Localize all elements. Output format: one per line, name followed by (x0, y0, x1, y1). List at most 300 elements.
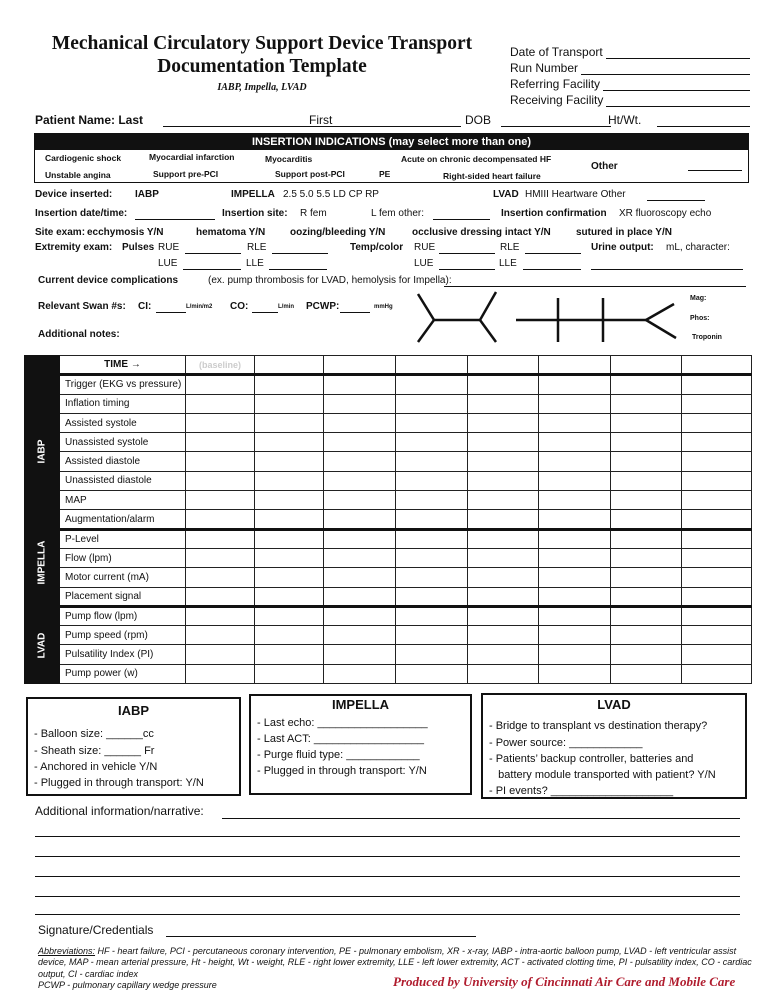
parameter-value-cell[interactable] (255, 568, 324, 587)
section-label-text: LVAD (36, 632, 48, 659)
parameter-value-cell[interactable] (324, 606, 396, 625)
parameter-value-cell[interactable] (396, 529, 468, 548)
parameter-label: Unassisted diastole (60, 471, 186, 490)
parameter-value-cell[interactable] (682, 375, 752, 394)
insertion-indications-header: INSERTION INDICATIONS (may select more than one) (35, 134, 748, 150)
impella-model-options[interactable]: 2.5 5.0 5.5 LD CP RP (283, 189, 379, 200)
parameter-value-cell[interactable] (255, 645, 324, 664)
first-name-label: First (309, 113, 333, 127)
parameter-value-cell[interactable] (396, 587, 468, 606)
parameter-value-cell[interactable] (186, 491, 255, 510)
lvad-other-field[interactable] (647, 200, 705, 201)
parameter-label: Placement signal (60, 587, 186, 606)
receiving-facility-field[interactable] (510, 92, 750, 107)
parameter-value-cell[interactable] (396, 510, 468, 529)
pulses-lle-label: LLE (246, 258, 264, 269)
table-row (25, 491, 752, 510)
ci-field[interactable] (156, 312, 186, 313)
table-row (25, 529, 752, 548)
parameter-value-cell[interactable] (468, 375, 539, 394)
parameter-value-cell[interactable] (255, 626, 324, 645)
anchored-field[interactable]: - Anchored in vehicle Y/N (34, 761, 158, 773)
pcwp-unit: mmHg (374, 304, 393, 310)
page-subtitle: IABP, Impella, LVAD (217, 82, 307, 93)
section-label-blank (25, 356, 60, 375)
table-row (25, 626, 752, 645)
insertion-site-other-field[interactable] (433, 219, 490, 220)
temp-rle-label: RLE (500, 242, 520, 253)
fishbone-right-fork (480, 292, 496, 342)
parameter-value-cell[interactable] (468, 394, 539, 413)
parameter-value-cell[interactable] (396, 452, 468, 471)
insertion-datetime-field[interactable] (135, 219, 215, 220)
ecchymosis-option[interactable]: ecchymosis Y/N (87, 227, 164, 238)
field-label: Referring Facility (510, 77, 601, 91)
time-cell[interactable] (324, 356, 396, 375)
parameter-value-cell[interactable] (539, 510, 611, 529)
parameter-value-cell[interactable] (255, 491, 324, 510)
indication-other-label: Other (591, 161, 618, 172)
electrolyte-fork-down (646, 320, 676, 338)
balloon-size-field[interactable]: - Balloon size: ______cc (34, 728, 154, 740)
parameter-value-cell[interactable] (468, 510, 539, 529)
table-row (25, 433, 752, 452)
parameter-value-cell[interactable] (396, 491, 468, 510)
impella-plugged-field[interactable]: - Plugged in through transport: Y/N (257, 765, 427, 777)
device-impella-option[interactable]: IMPELLA (231, 189, 275, 200)
table-row (25, 606, 752, 625)
insertion-confirmation-options[interactable]: XR fluoroscopy echo (619, 208, 712, 219)
site-exam-row (35, 227, 750, 241)
parameter-label: P-Level (60, 529, 186, 548)
table-row (25, 548, 752, 567)
parameter-value-cell[interactable] (468, 548, 539, 567)
lvad-model-options[interactable]: HMIII Heartware Other (525, 189, 626, 200)
parameter-value-cell[interactable] (468, 626, 539, 645)
device-inserted-label: Device inserted: (35, 189, 113, 200)
parameter-value-cell[interactable] (611, 664, 682, 683)
field-label: Run Number (510, 61, 579, 75)
insertion-site-rfem[interactable]: R fem (300, 208, 327, 219)
indication-checkbox[interactable]: Cardiogenic shock (45, 153, 122, 163)
lab-mag-label: Mag: (690, 295, 707, 302)
parameter-value-cell[interactable] (324, 587, 396, 606)
complications-row (38, 275, 750, 289)
parameter-value-cell[interactable] (682, 394, 752, 413)
run-number-field[interactable] (510, 60, 750, 75)
parameter-value-cell[interactable] (396, 413, 468, 432)
parameter-value-cell[interactable] (611, 433, 682, 452)
last-echo-field[interactable]: - Last echo: __________________ (257, 717, 428, 729)
date-of-transport-field[interactable] (510, 44, 750, 59)
indication-checkbox[interactable]: Support post-PCI (275, 169, 345, 179)
signature-label: Signature/Credentials (38, 923, 154, 937)
co-field[interactable] (252, 312, 278, 313)
insertion-row (35, 208, 750, 222)
page-title (22, 32, 502, 78)
parameter-value-cell[interactable] (682, 413, 752, 432)
parameter-value-cell[interactable] (324, 413, 396, 432)
indication-checkbox[interactable]: Support pre-PCI (153, 169, 219, 179)
hematoma-option[interactable]: hematoma Y/N (196, 227, 266, 238)
parameter-value-cell[interactable] (539, 645, 611, 664)
time-label: TIME → (60, 356, 186, 375)
narrative-line[interactable] (222, 818, 740, 819)
temp-rue-label: RUE (414, 242, 436, 253)
parameter-value-cell[interactable] (255, 452, 324, 471)
extremity-exam-label: Extremity exam: (35, 242, 113, 253)
narrative-line[interactable] (35, 914, 740, 915)
insertion-confirmation-label: Insertion confirmation (501, 208, 607, 219)
parameter-value-cell[interactable] (539, 491, 611, 510)
time-cell[interactable] (396, 356, 468, 375)
pcwp-field[interactable] (340, 312, 370, 313)
complications-label: Current device complications (38, 275, 179, 286)
indication-other-field[interactable] (688, 170, 742, 171)
swan-row (38, 301, 398, 315)
parameter-value-cell[interactable] (539, 375, 611, 394)
parameter-value-cell[interactable] (396, 626, 468, 645)
parameter-value-cell[interactable] (611, 645, 682, 664)
indication-checkbox[interactable]: Myocarditis (265, 154, 313, 164)
pulses-rle-label: RLE (247, 242, 267, 253)
parameter-value-cell[interactable] (468, 471, 539, 490)
parameter-value-cell[interactable] (255, 471, 324, 490)
backup-controller-field-cont[interactable]: battery module transported with patient? Y/N (489, 769, 716, 781)
narrative-line[interactable] (35, 856, 740, 857)
additional-notes-label: Additional notes: (38, 329, 120, 340)
parameter-value-cell[interactable] (682, 626, 752, 645)
parameter-value-cell[interactable] (255, 606, 324, 625)
oozing-option[interactable]: oozing/bleeding Y/N (290, 227, 386, 238)
temp-rle-field[interactable] (525, 253, 581, 254)
pulses-lue-field[interactable] (183, 269, 241, 270)
referring-facility-field[interactable] (510, 76, 750, 91)
parameter-value-cell[interactable] (324, 433, 396, 452)
parameter-value-cell[interactable] (468, 452, 539, 471)
parameter-value-cell[interactable] (468, 606, 539, 625)
parameter-label: Inflation timing (60, 394, 186, 413)
parameter-value-cell[interactable] (611, 452, 682, 471)
parameter-value-cell[interactable] (396, 645, 468, 664)
complications-field[interactable] (444, 286, 746, 287)
narrative-line[interactable] (35, 836, 740, 837)
parameter-value-cell[interactable] (186, 375, 255, 394)
first-name-field[interactable] (341, 126, 461, 127)
indication-checkbox[interactable]: Myocardial infarction (149, 152, 235, 162)
purge-fluid-field[interactable]: - Purge fluid type: ____________ (257, 749, 420, 761)
parameter-value-cell[interactable] (324, 452, 396, 471)
impella-summary-box (249, 694, 472, 795)
parameter-value-cell[interactable] (682, 606, 752, 625)
time-cell[interactable] (611, 356, 682, 375)
abbreviations-line2: PCWP - pulmonary capillary wedge pressure (38, 980, 217, 991)
parameter-value-cell[interactable] (186, 471, 255, 490)
parameter-value-cell[interactable] (186, 664, 255, 683)
parameter-value-cell[interactable] (611, 626, 682, 645)
parameter-value-cell[interactable] (682, 664, 752, 683)
parameter-value-cell[interactable] (611, 548, 682, 567)
produced-by-credit: Produced by University of Cincinnati Air Care and Mobile Care (393, 974, 736, 989)
sutured-option[interactable]: sutured in place Y/N (576, 227, 672, 238)
abbreviations-text: HF - heart failure, PCI - percutaneous coronary intervention, PE - pulmonary embolism, XR - x-ray, IABP - intra-aortic balloon pump, LVAD - left ventricular assist device, MAP - mean arterial pressure, Ht - height, Wt - weight, RLE - right lower extremity, LLE - left lower extremity, ACT - activated clotting time, PI - pulsatility index, CO - cardiac output, CI - cardiac index (38, 946, 752, 979)
parameter-value-cell[interactable] (539, 413, 611, 432)
parameter-value-cell[interactable] (324, 491, 396, 510)
section-label-text: IMPELLA (36, 540, 48, 585)
site-exam-label: Site exam: (35, 227, 86, 238)
parameter-label: Flow (lpm) (60, 548, 186, 567)
parameter-value-cell[interactable] (186, 433, 255, 452)
ci-unit: L/min/m2 (186, 304, 213, 310)
parameter-value-cell[interactable] (324, 510, 396, 529)
urine-output-field[interactable] (591, 269, 743, 270)
parameter-value-cell[interactable] (682, 645, 752, 664)
parameter-value-cell[interactable] (468, 568, 539, 587)
patient-name-label: Patient Name: Last (35, 113, 144, 127)
parameter-value-cell[interactable] (539, 548, 611, 567)
time-cell[interactable] (468, 356, 539, 375)
parameter-value-cell[interactable] (468, 587, 539, 606)
parameter-value-cell[interactable] (682, 491, 752, 510)
parameter-value-cell[interactable] (186, 645, 255, 664)
parameter-value-cell[interactable] (186, 510, 255, 529)
lvad-summary-box (481, 693, 747, 799)
parameter-value-cell[interactable] (396, 548, 468, 567)
ht-wt-field[interactable] (657, 126, 750, 127)
parameter-value-cell[interactable] (539, 626, 611, 645)
section-label-lvad (25, 606, 60, 683)
parameter-value-cell[interactable] (186, 606, 255, 625)
parameter-value-cell[interactable] (682, 452, 752, 471)
complications-hint: (ex. pump thrombosis for LVAD, hemolysis for Impella): (208, 275, 452, 286)
parameter-value-cell[interactable] (539, 452, 611, 471)
indication-checkbox[interactable]: Right-sided heart failure (443, 171, 541, 181)
insertion-datetime-label: Insertion date/time: (35, 208, 128, 219)
parameter-value-cell[interactable] (255, 587, 324, 606)
indication-checkbox[interactable]: Unstable angina (45, 170, 111, 180)
pulses-rue-field[interactable] (185, 253, 241, 254)
device-lvad-option[interactable]: LVAD (493, 189, 519, 200)
parameter-label: Trigger (EKG vs pressure) (60, 375, 186, 394)
parameter-value-cell[interactable] (539, 394, 611, 413)
section-label-impella (25, 529, 60, 606)
temp-color-label: Temp/color (350, 242, 404, 253)
parameter-value-cell[interactable] (468, 529, 539, 548)
parameter-label: Pulsatility Index (PI) (60, 645, 186, 664)
parameter-value-cell[interactable] (611, 394, 682, 413)
parameter-value-cell[interactable] (468, 433, 539, 452)
parameter-value-cell[interactable] (324, 375, 396, 394)
parameter-value-cell[interactable] (539, 471, 611, 490)
parameter-value-cell[interactable] (611, 606, 682, 625)
parameter-label: Pump speed (rpm) (60, 626, 186, 645)
parameter-value-cell[interactable] (255, 433, 324, 452)
power-source-field[interactable]: - Power source: ____________ (489, 737, 643, 749)
sheath-size-field[interactable]: - Sheath size: ______ Fr (34, 745, 155, 757)
parameter-value-cell[interactable] (611, 491, 682, 510)
parameter-value-cell[interactable] (186, 394, 255, 413)
parameter-value-cell[interactable] (468, 645, 539, 664)
co-label: CO: (230, 301, 249, 312)
insertion-site-lfem[interactable]: L fem other: (371, 208, 424, 219)
patient-name-row (35, 111, 750, 127)
parameter-value-cell[interactable] (611, 375, 682, 394)
insertion-site-label: Insertion site: (222, 208, 288, 219)
fishbone-left-fork (418, 294, 434, 342)
parameter-value-cell[interactable] (682, 510, 752, 529)
baseline-time-cell[interactable]: (baseline) (186, 356, 255, 375)
parameter-value-cell[interactable] (396, 471, 468, 490)
parameter-value-cell[interactable] (468, 491, 539, 510)
parameter-label: Pump flow (lpm) (60, 606, 186, 625)
parameter-value-cell[interactable] (186, 529, 255, 548)
parameter-value-cell[interactable] (539, 664, 611, 683)
parameter-value-cell[interactable] (611, 587, 682, 606)
parameter-value-cell[interactable] (255, 375, 324, 394)
parameter-value-cell[interactable] (611, 471, 682, 490)
parameter-value-cell[interactable] (255, 510, 324, 529)
ci-label: CI: (138, 301, 152, 312)
parameter-value-cell[interactable] (324, 471, 396, 490)
parameter-value-cell[interactable] (611, 529, 682, 548)
co-unit: L/min (278, 304, 294, 310)
parameter-value-cell[interactable] (396, 568, 468, 587)
temp-rue-field[interactable] (439, 253, 495, 254)
ht-wt-label: Ht/Wt. (608, 113, 642, 127)
parameter-value-cell[interactable] (468, 413, 539, 432)
parameter-value-cell[interactable] (186, 626, 255, 645)
parameter-value-cell[interactable] (255, 664, 324, 683)
section-label-text: IABP (36, 440, 48, 464)
parameter-value-cell[interactable] (186, 452, 255, 471)
narrative-line[interactable] (35, 876, 740, 877)
temp-lue-field[interactable] (439, 269, 495, 270)
urine-output-hint: mL, character: (666, 242, 730, 253)
dob-field[interactable] (501, 126, 611, 127)
section-label-iabp (25, 375, 60, 529)
device-inserted-row (35, 189, 750, 203)
parameter-value-cell[interactable] (396, 375, 468, 394)
parameter-label: Unassisted systole (60, 433, 186, 452)
indication-checkbox[interactable]: PE (379, 169, 391, 179)
device-parameters-table (24, 355, 752, 684)
signature-field[interactable] (166, 936, 476, 937)
swan-label: Relevant Swan #s: (38, 301, 126, 312)
lab-troponin-label: Troponin (692, 334, 722, 341)
parameter-label: Motor current (mA) (60, 568, 186, 587)
pulses-label: Pulses (122, 242, 155, 253)
parameter-value-cell[interactable] (396, 664, 468, 683)
iabp-box-title: IABP (117, 703, 150, 718)
field-label: Receiving Facility (510, 93, 604, 107)
narrative-line[interactable] (35, 896, 740, 897)
impella-box-title: IMPELLA (331, 697, 390, 712)
device-iabp-option[interactable]: IABP (135, 189, 159, 200)
parameter-value-cell[interactable] (186, 548, 255, 567)
parameter-value-cell[interactable] (255, 529, 324, 548)
insertion-indications-box (34, 133, 749, 183)
iabp-summary-box (26, 697, 241, 796)
table-row (25, 510, 752, 529)
parameter-value-cell[interactable] (539, 606, 611, 625)
pcwp-label: PCWP: (306, 301, 340, 312)
parameter-value-cell[interactable] (255, 394, 324, 413)
parameter-value-cell[interactable] (324, 568, 396, 587)
parameter-value-cell[interactable] (682, 471, 752, 490)
lvad-box-title: LVAD (597, 697, 631, 712)
extremity-exam-row (35, 242, 750, 272)
parameter-value-cell[interactable] (682, 568, 752, 587)
time-cell[interactable] (255, 356, 324, 375)
parameter-value-cell[interactable] (186, 587, 255, 606)
parameter-value-cell[interactable] (539, 433, 611, 452)
time-cell[interactable] (682, 356, 752, 375)
parameter-value-cell[interactable] (468, 664, 539, 683)
parameter-value-cell[interactable] (396, 606, 468, 625)
time-header-row (25, 356, 752, 375)
parameter-value-cell[interactable] (324, 645, 396, 664)
parameter-value-cell[interactable] (682, 433, 752, 452)
parameter-value-cell[interactable] (255, 548, 324, 567)
temp-lle-field[interactable] (523, 269, 581, 270)
parameter-value-cell[interactable] (682, 548, 752, 567)
parameter-value-cell[interactable] (324, 664, 396, 683)
electrolyte-fork-up (646, 304, 674, 320)
bridge-therapy-field[interactable]: - Bridge to transplant vs destination therapy? (489, 720, 708, 732)
abbreviations-label: Abbreviations: (38, 946, 96, 956)
parameter-label: MAP (60, 491, 186, 510)
temp-lle-label: LLE (499, 258, 517, 269)
parameter-value-cell[interactable] (186, 568, 255, 587)
time-cell[interactable] (539, 356, 611, 375)
parameter-value-cell[interactable] (611, 413, 682, 432)
table-row (25, 568, 752, 587)
backup-controller-field[interactable]: - Patients’ backup controller, batteries and (489, 753, 694, 765)
iabp-plugged-field[interactable]: - Plugged in through transport: Y/N (34, 777, 204, 789)
parameter-label: Assisted systole (60, 413, 186, 432)
last-act-field[interactable]: - Last ACT: __________________ (257, 733, 424, 745)
parameter-value-cell[interactable] (611, 568, 682, 587)
pulses-rle-field[interactable] (272, 253, 328, 254)
dob-label: DOB (465, 113, 492, 127)
parameter-value-cell[interactable] (186, 413, 255, 432)
parameter-label: Assisted diastole (60, 452, 186, 471)
pulses-lue-label: LUE (158, 258, 178, 269)
parameter-value-cell[interactable] (324, 529, 396, 548)
table-row (25, 645, 752, 664)
parameter-value-cell[interactable] (611, 510, 682, 529)
parameter-value-cell[interactable] (324, 548, 396, 567)
parameter-value-cell[interactable] (539, 568, 611, 587)
parameter-value-cell[interactable] (682, 587, 752, 606)
pulses-rue-label: RUE (158, 242, 180, 253)
parameter-value-cell[interactable] (324, 626, 396, 645)
parameter-label: Augmentation/alarm (60, 510, 186, 529)
dressing-option[interactable]: occlusive dressing intact Y/N (412, 227, 551, 238)
parameter-value-cell[interactable] (396, 433, 468, 452)
parameter-value-cell[interactable] (255, 413, 324, 432)
parameter-value-cell[interactable] (539, 587, 611, 606)
parameter-value-cell[interactable] (682, 529, 752, 548)
pulses-lle-field[interactable] (269, 269, 327, 270)
parameter-value-cell[interactable] (324, 394, 396, 413)
parameter-value-cell[interactable] (539, 529, 611, 548)
lab-phos-label: Phos: (690, 315, 710, 322)
table-row (25, 471, 752, 490)
indication-checkbox[interactable]: Acute on chronic decompensated HF (401, 154, 552, 164)
pi-events-field[interactable]: - PI events? ____________________ (489, 785, 674, 797)
parameter-value-cell[interactable] (396, 394, 468, 413)
